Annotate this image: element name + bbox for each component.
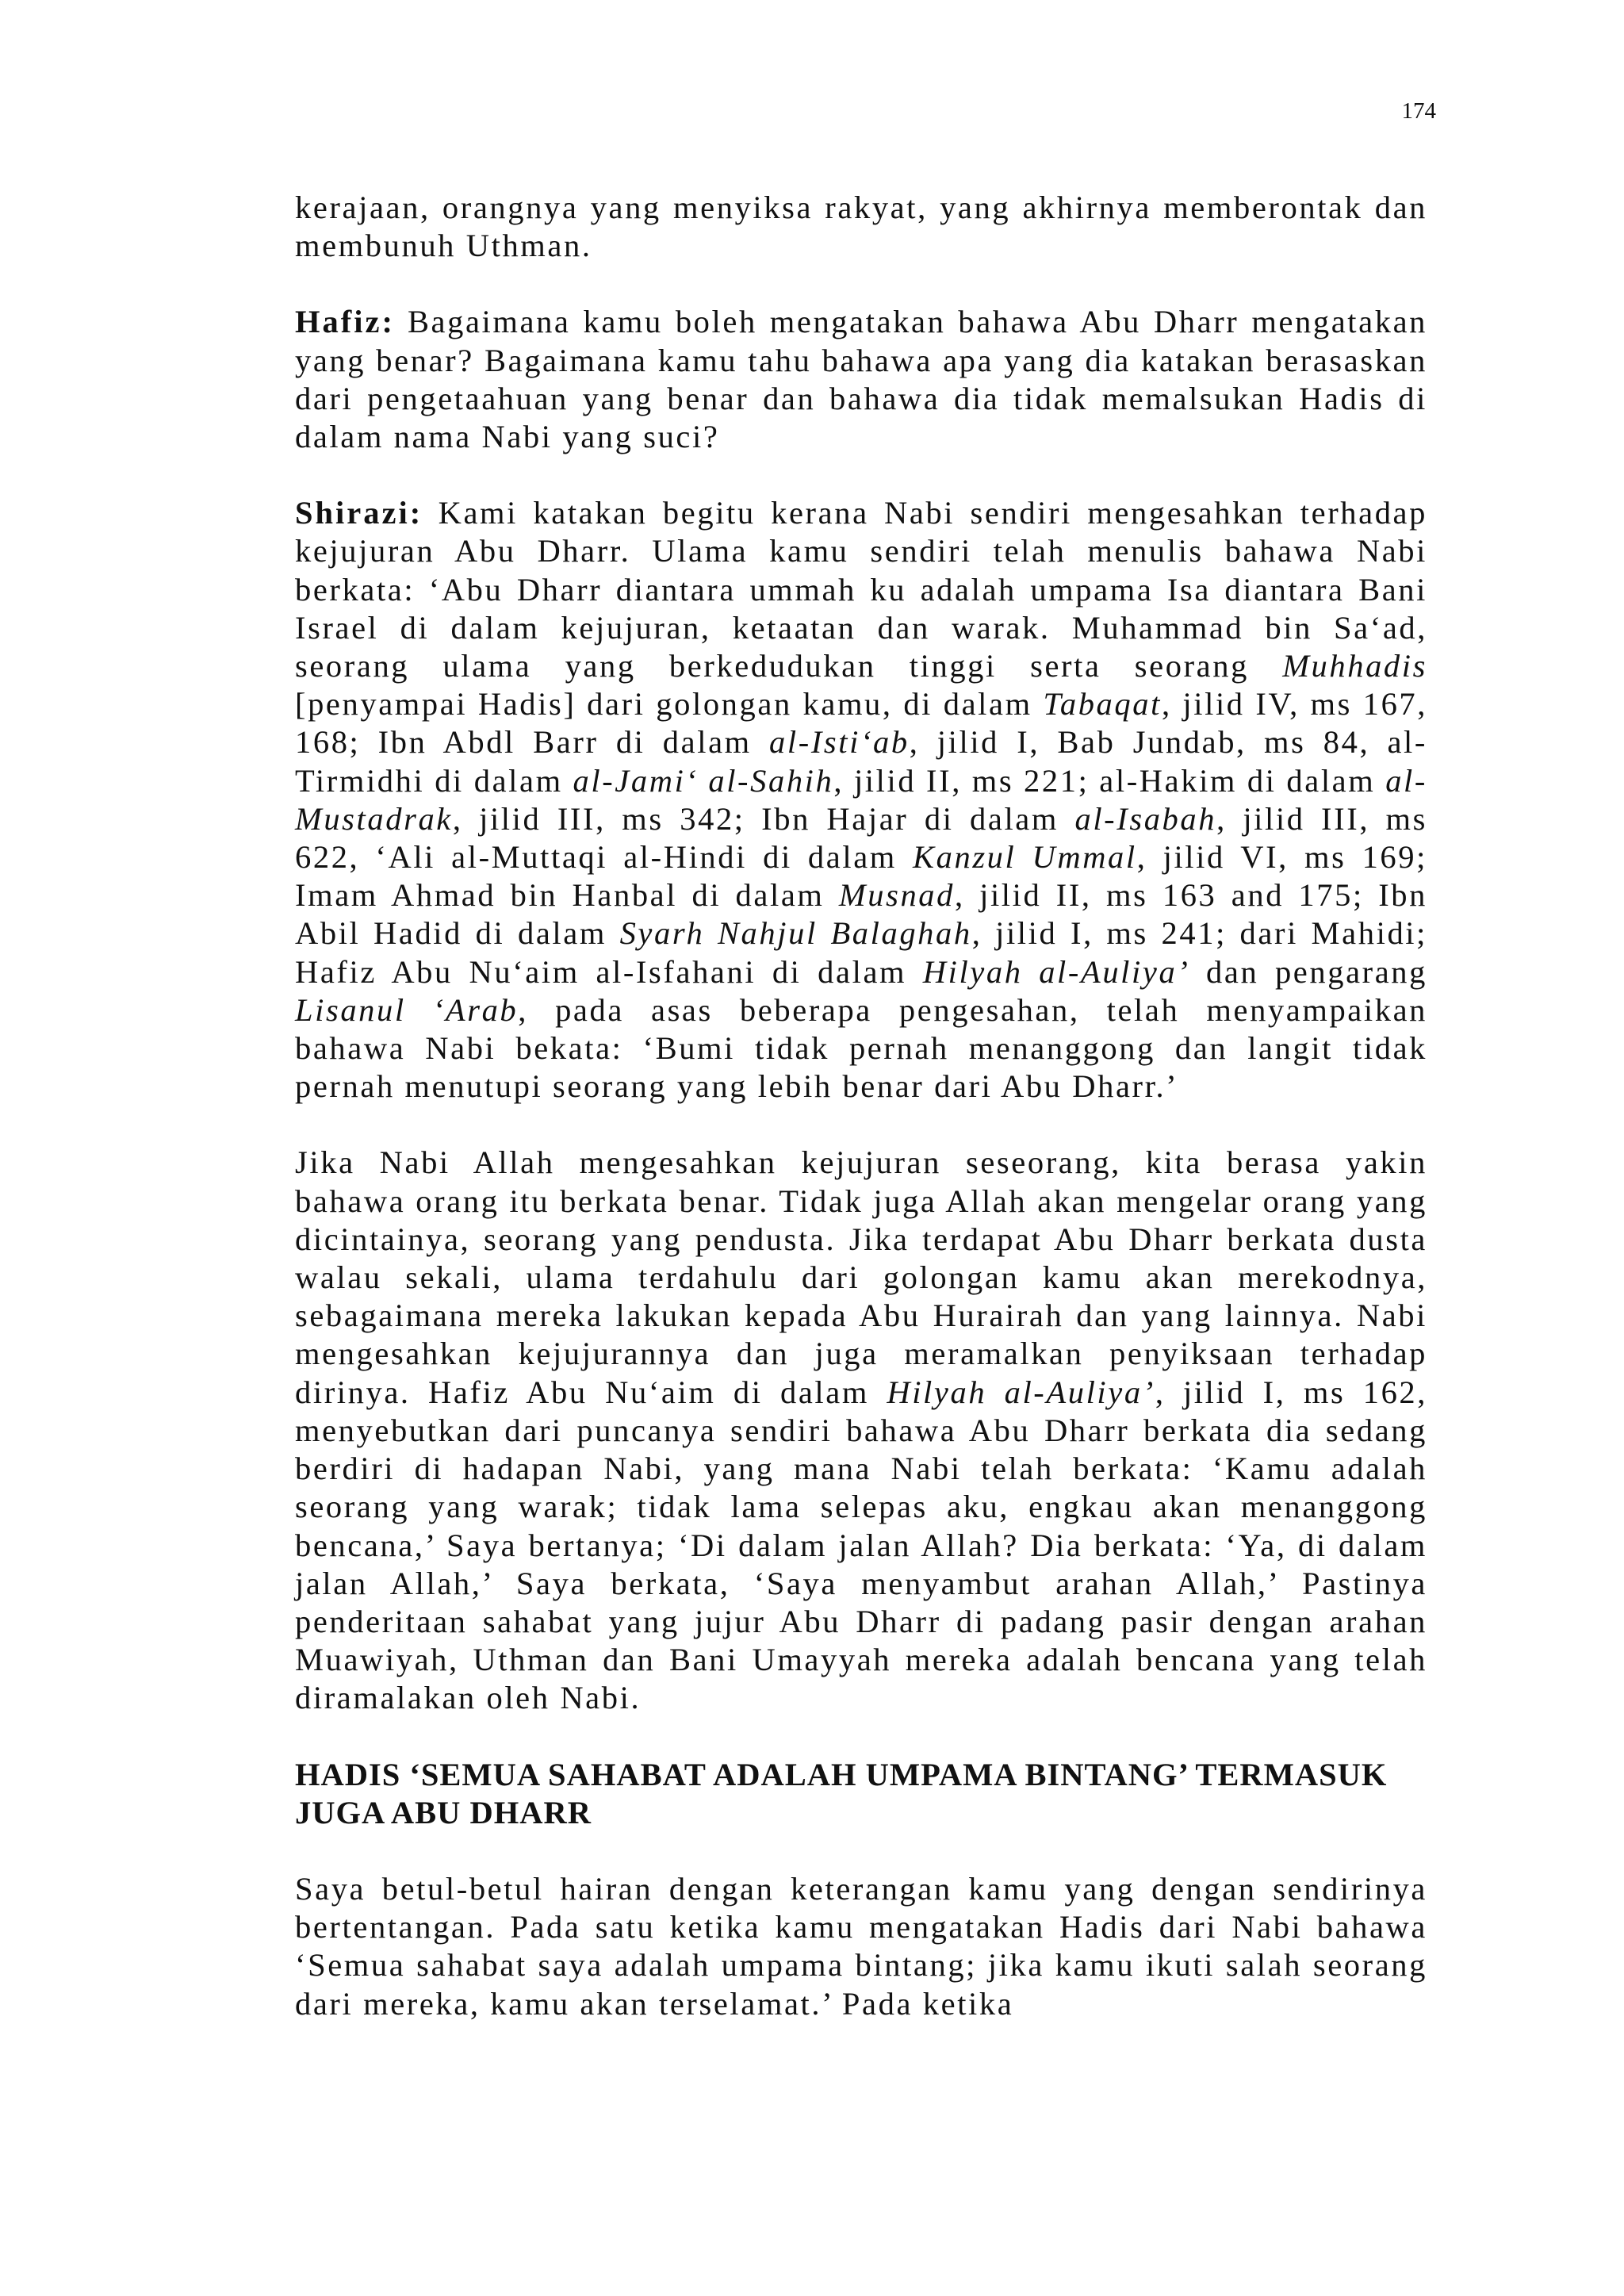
page-content bbox=[295, 189, 1427, 2061]
text-run: , jilid II, ms 221; al-Hakim di dalam bbox=[833, 762, 1386, 799]
book-title: al-Isti‘ab bbox=[769, 724, 910, 761]
section-heading: HADIS ‘SEMUA SAHABAT ADALAH UMPAMA BINTANG’ TERMASUK JUGA ABU DHARR bbox=[295, 1756, 1388, 1830]
text-run: Jika Nabi Allah mengesahkan kejujuran seseorang, kita berasa yakin bahawa orang itu berkata benar. Tidak juga Allah akan mengelar orang yang dicintainya, seorang yang pendusta. Jika terdapat Abu Dharr berkata dusta walau sekali, ulama terdahulu dari golongan kamu akan merekodnya, sebagaimana mereka lakukan kepada Abu Hurairah dan yang lainnya. Nabi mengesahkan kejujurannya dan juga meramalkan penyiksaan terhadap dirinya. Hafiz Abu Nu‘aim di dalam bbox=[295, 1144, 1427, 1410]
text-run: dan pengarang bbox=[1189, 953, 1428, 990]
paragraph-shirazi bbox=[295, 494, 1427, 1106]
book-title: Lisanul ‘Arab bbox=[295, 991, 519, 1028]
text-run: , jilid II, ms 163 and 175; Ibn Abil Hadid di dalam bbox=[295, 877, 1427, 952]
book-title: al-Mustadrak bbox=[295, 762, 1427, 837]
book-title: Hilyah al-Auliya’ bbox=[887, 1374, 1155, 1410]
text-run: , jilid I, ms 241; dari Mahidi; Hafiz Abu Nu‘aim al-Isfahani di dalam bbox=[295, 915, 1427, 990]
text-run: [penyampai Hadis] dari golongan kamu, di dalam bbox=[295, 686, 1044, 723]
paragraph-text: Bagaimana kamu boleh mengatakan bahawa Abu Dharr mengatakan yang benar? Bagaimana kamu tahu bahawa apa yang dia katakan berasaskan dari pengetaahuan yang benar dan bahawa dia tidak memalsukan Hadis di dalam nama Nabi yang suci? bbox=[295, 304, 1427, 455]
text-run: , jilid IV, ms 167, 168; Ibn Abdl Barr di dalam bbox=[295, 686, 1427, 761]
book-title: al-Jami‘ al-Sahih bbox=[573, 762, 834, 799]
book-title: Musnad bbox=[838, 877, 955, 914]
page-number: 174 bbox=[1401, 98, 1436, 124]
paragraph-5: Saya betul-betul hairan dengan keterangan kamu yang dengan sendirinya bertentangan. Pada satu ketika kamu mengatakan Hadis dari Nabi bahawa ‘Semua sahabat saya adalah umpama bintang; jika kamu ikuti salah seorang dari mereka, kamu akan terselamat.’ Pada ketika bbox=[295, 1870, 1427, 2022]
text-run: , jilid III, ms 342; Ibn Hajar di dalam bbox=[452, 800, 1075, 837]
speaker-shirazi: Shirazi: bbox=[295, 495, 423, 531]
paragraph-hafiz bbox=[295, 303, 1427, 456]
book-title: Hilyah al-Auliya’ bbox=[922, 953, 1190, 990]
book-title: Kanzul Ummal bbox=[913, 839, 1137, 876]
speaker-hafiz: Hafiz: bbox=[295, 304, 395, 340]
paragraph-4 bbox=[295, 1144, 1427, 1717]
book-title: Tabaqat bbox=[1043, 686, 1162, 723]
text-run: Kami katakan begitu kerana Nabi sendiri mengesahkan terhadap kejujuran Abu Dharr. Ulama kamu sendiri telah menulis bahawa Nabi berkata: ‘Abu Dharr diantara ummah ku adalah umpama Isa diantara Bani Israel di dalam kejujuran, ketaatan dan warak. Muhammad bin Sa‘ad, seorang ulama yang berkedudukan tinggi serta seorang bbox=[295, 495, 1427, 684]
paragraph-1: kerajaan, orangnya yang menyiksa rakyat, yang akhirnya memberontak dan membunuh Uthman. bbox=[295, 190, 1427, 264]
text-run: , jilid I, ms 162, menyebutkan dari puncanya sendiri bahawa Abu Dharr berkata dia sedang berdiri di hadapan Nabi, yang mana Nabi telah berkata: ‘Kamu adalah seorang yang warak; tidak lama selepas aku, engkau akan menanggong bencana,’ Saya bertanya; ‘Di dalam jalan Allah? Dia berkata: ‘Ya, di dalam jalan Allah,’ Saya berkata, ‘Saya menyambut arahan Allah,’ Pastinya penderitaan sahabat yang jujur Abu Dharr di padang pasir dengan arahan Muawiyah, Uthman dan Bani Umayyah mereka adalah bencana yang telah diramalakan oleh Nabi. bbox=[295, 1374, 1428, 1716]
text-run: , pada asas beberapa pengesahan, telah menyampaikan bahawa Nabi bekata: ‘Bumi tidak pernah menanggong dan langit tidak pernah menutupi seorang yang lebih benar dari Abu Dharr.’ bbox=[295, 991, 1428, 1105]
text-run: , jilid I, Bab Jundab, ms 84, al-Tirmidhi di dalam bbox=[295, 724, 1427, 799]
text-run: , jilid III, ms 622, ‘Ali al-Muttaqi al-Hindi di dalam bbox=[295, 800, 1427, 876]
text-run: , jilid VI, ms 169; Imam Ahmad bin Hanbal di dalam bbox=[295, 839, 1427, 914]
book-title: al-Isabah bbox=[1074, 800, 1217, 837]
book-title: Syarh Nahjul Balaghah bbox=[619, 915, 972, 952]
book-title: Muhhadis bbox=[1282, 648, 1427, 684]
